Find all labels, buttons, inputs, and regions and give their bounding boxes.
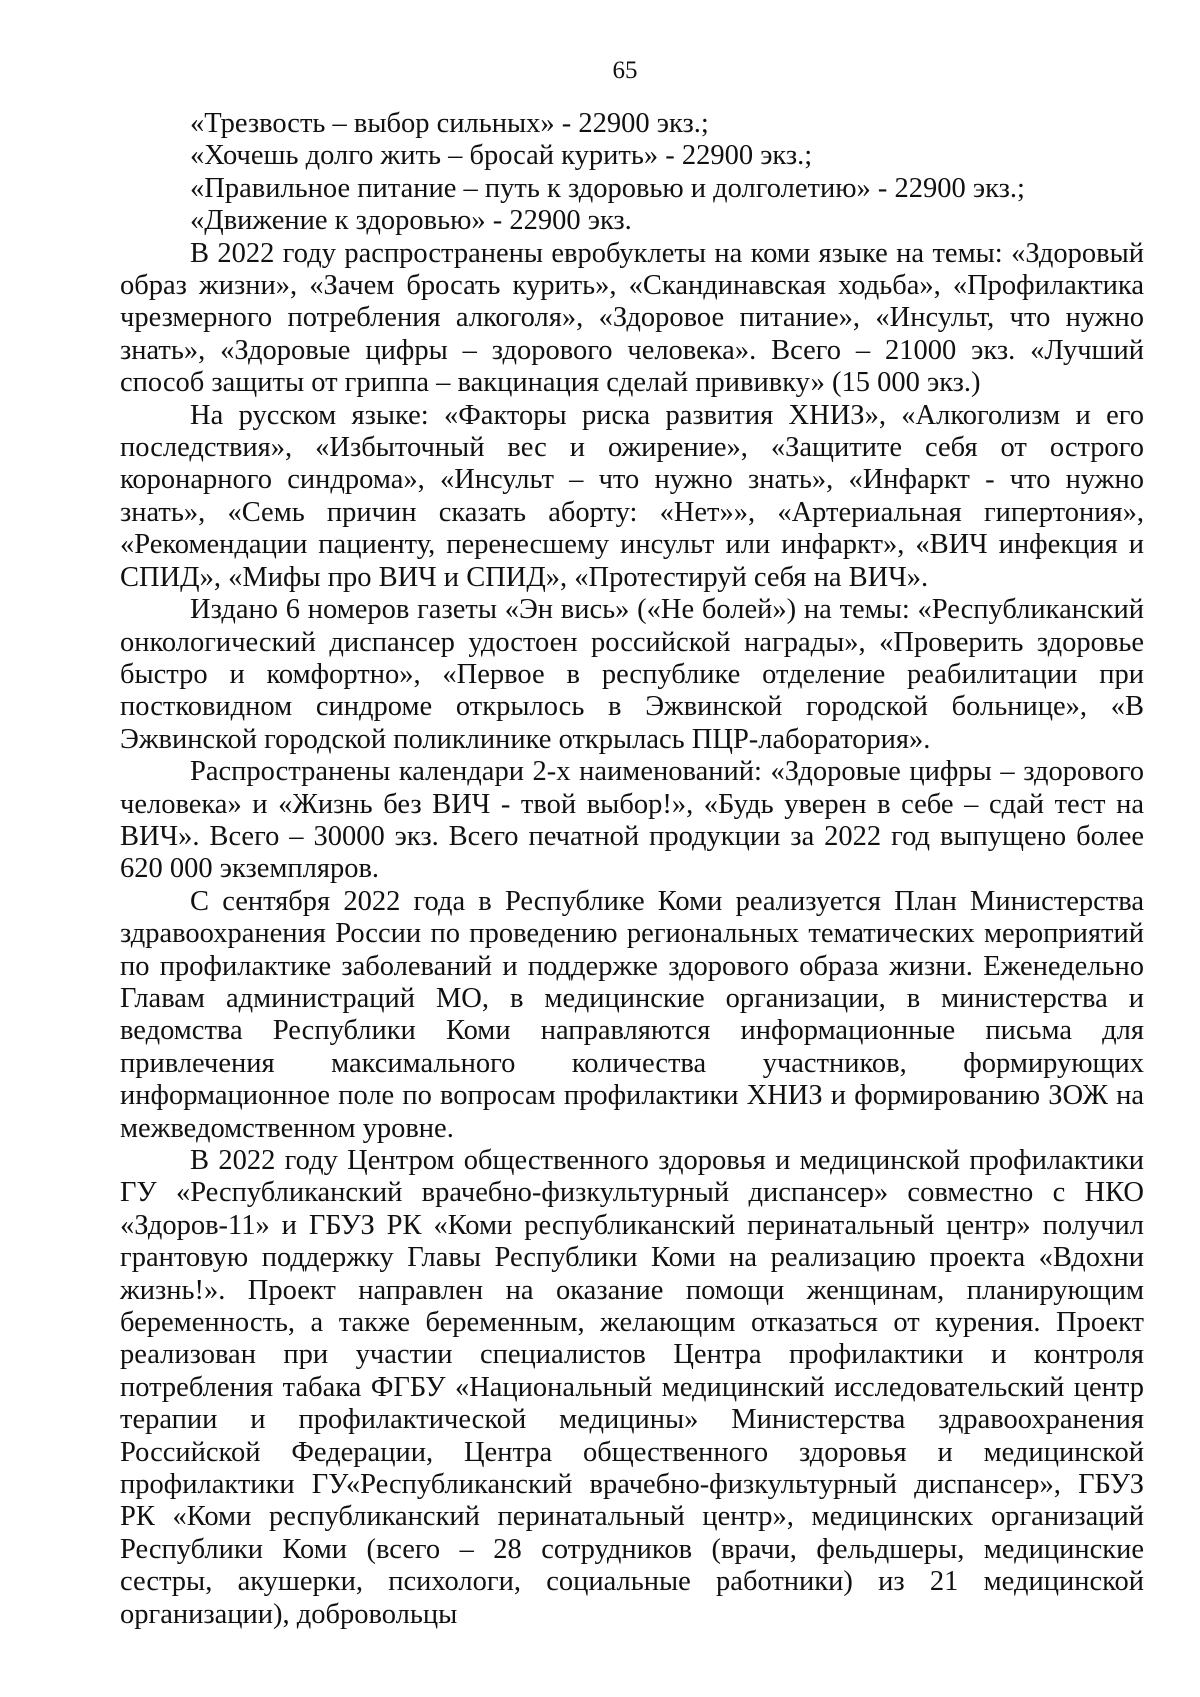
paragraph-ministry-plan: С сентября 2022 года в Республике Коми реализуется План Министерства здравоохранения России по проведению региональных тематических мероприятий по профилактике заболеваний и поддержке здорового образа жизни. Еженедельно Главам администраций МО, в медицинские организации, в министерства и ведомства Республики Коми направляются информационные письма для привлечения максимального количества участников, формирующих информационное поле по вопросам профилактики ХНИЗ и формированию ЗОЖ на межведомственном уровне. [120,885,1144,1144]
list-item: «Трезвость – выбор сильных» - 22900 экз.; [190,108,709,139]
list-item: «Движение к здоровью» - 22900 экз. [190,205,632,237]
page-body [120,108,1144,1631]
paragraph-newspaper: Издано 6 номеров газеты «Эн вись» («Не болей») на темы: «Республиканский онкологический диспансер удостоен российской награды», «Проверить здоровье быстро и комфортно», «Первое в республике отделение реабилитации при постковидном синдроме открылось в Эжвинской городской больнице», «В Эжвинской городской поликлинике открылась ПЦР-лаборатория». [120,594,1144,755]
paragraph-russian-booklets: На русском языке: «Факторы риска развития ХНИЗ», «Алкоголизм и его последствия», «Избыточный вес и ожирение», «Защитите себя от острого коронарного синдрома», «Инсульт – что нужно знать», «Инфаркт - что нужно знать», «Семь причин сказать аборту: «Нет»», «Артериальная гипертония», «Рекомендации пациенту, перенесшему инсульт или инфаркт», «ВИЧ инфекция и СПИД», «Мифы про ВИЧ и СПИД», «Протестируй себя на ВИЧ». [120,399,1144,593]
paragraph-grant-project: В 2022 году Центром общественного здоровья и медицинской профилактики ГУ «Республиканский врачебно-физкультурный диспансер» совместно с НКО «Здоров-11» и ГБУЗ РК «Коми республиканский перинатальный центр» получил грантовую поддержку Главы Республики Коми на реализацию проекта «Вдохни жизнь!». Проект направлен на оказание помощи женщинам, планирующим беременность, а также беременным, желающим отказаться от курения. Проект реализован при участии специалистов Центра профилактики и контроля потребления табака ФГБУ «Национальный медицинский исследовательский центр терапии и профилактической медицины» Министерства здравоохранения Российской Федерации, Центра общественного здоровья и медицинской профилактики ГУ«Республиканский врачебно-физкультурный диспансер», ГБУЗ РК «Коми республиканский перинатальный центр», медицинских организаций Республики Коми (всего – 28 сотрудников (врачи, фельдшеры, медицинские сестры, акушерки, психологи, социальные работники) из 21 медицинской организации), добровольцы [120,1145,1144,1630]
list-item: «Хочешь долго жить – бросай курить» - 22900 экз.; [190,140,813,172]
paragraph-kom-booklets: В 2022 году распространены евробуклеты на коми языке на темы: «Здоровый образ жизни», «Зачем бросать курить», «Скандинавская ходьба», «Профилактика чрезмерного потребления алкоголя», «Здоровое питание», «Инсульт, что нужно знать», «Здоровые цифры – здорового человека». Всего – 21000 экз. «Лучший способ защиты от гриппа – вакцинация сделай прививку» (15 000 экз.) [120,237,1144,399]
page-number: 65 [612,57,638,84]
list-item: «Правильное питание – путь к здоровью и долголетию» - 22900 экз.; [190,172,1025,204]
paragraph-calendars: Распространены календари 2-х наименований: «Здоровые цифры – здорового человека» и «Жизнь без ВИЧ - твой выбор!», «Будь уверен в себе – сдай тест на ВИЧ». Всего – 30000 экз. Всего печатной продукции за 2022 год выпущено более 620 000 экземпляров. [120,756,1144,885]
